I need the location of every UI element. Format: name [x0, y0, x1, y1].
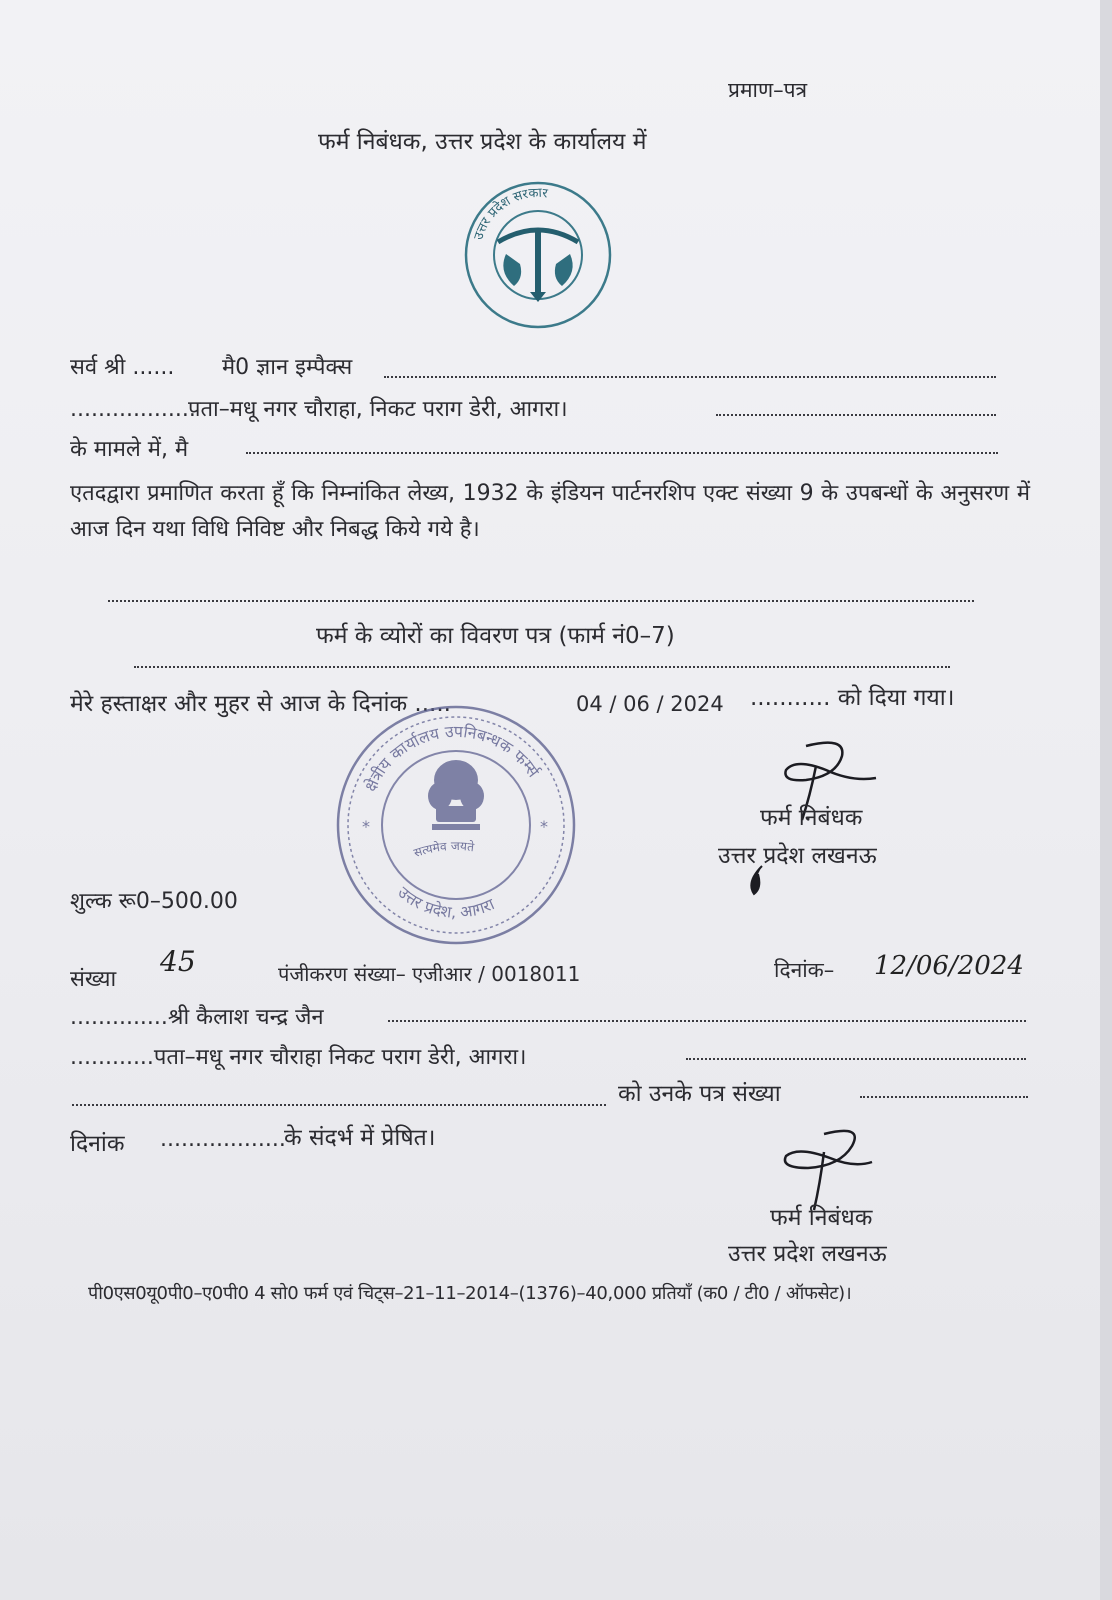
dotted-line: [860, 1096, 1028, 1098]
reference-date-dots: ..................: [160, 1127, 286, 1152]
emblem-text: उत्तर प्रदेश सरकार: [471, 185, 549, 242]
dotted-line: [134, 666, 950, 668]
dotted-line: [246, 452, 998, 454]
ashoka-emblem: [428, 760, 484, 830]
reference-text: को उनके पत्र संख्या: [618, 1081, 781, 1107]
address-prefix: ..................: [70, 397, 196, 422]
up-government-emblem: [458, 180, 618, 330]
office-seal-stamp: [328, 700, 584, 950]
document-type: प्रमाण–पत्र: [728, 78, 808, 102]
dotted-line: [72, 1104, 606, 1106]
number-label: संख्या: [70, 967, 117, 992]
stamp-motto: सत्यमेव जयते: [412, 838, 475, 860]
paper-edge: [1100, 0, 1112, 1600]
recipient-prefix: सर्व श्री ......: [70, 355, 175, 380]
signature-1-tail: [740, 864, 780, 900]
form-title: फर्म के व्योरों का विवरण पत्र (फार्म नं0–7): [316, 623, 675, 649]
firm-name: मै0 ज्ञान इम्पैक्स: [222, 355, 353, 380]
reference-date-label: दिनांक: [70, 1131, 125, 1157]
signatory-title-1: फर्म निबंधक: [760, 805, 863, 831]
print-footer: पी0एस0यू0पी0–ए0पी0 4 सो0 फर्म एवं चिट्स–21–11–2014–(1376)–40,000 प्रतियाँ (क0 / टी0 / ऑफसेट)।: [88, 1283, 852, 1304]
addressee-address: ............पता–मधू नगर चौराहा निकट पराग डेरी, आगरा।: [70, 1045, 527, 1070]
issue-date: 04 / 06 / 2024: [576, 692, 724, 716]
firm-address: पता–मधू नगर चौराहा, निकट पराग डेरी, आगरा।: [188, 397, 568, 422]
registrar-signature-2: [768, 1124, 888, 1214]
stamp-top-text: क्षेत्रीय कार्यालय उपनिबन्धक फर्म्स: [360, 721, 544, 795]
date-prefix: मेरे हस्ताक्षर और मुहर से आज के दिनांक .....: [70, 691, 451, 717]
dotted-line: [686, 1058, 1026, 1060]
dotted-line: [388, 1020, 1026, 1022]
dinank-label: दिनांक–: [774, 958, 835, 982]
office-header: फर्म निबंधक, उत्तर प्रदेश के कार्यालय में: [318, 129, 647, 155]
svg-text:*: *: [362, 817, 370, 836]
date-suffix: ........... को दिया गया।: [750, 685, 955, 711]
handwritten-number: 45: [160, 945, 196, 978]
certification-paragraph: एतदद्वारा प्रमाणित करता हूँ कि निम्नांकित लेख्य, 1932 के इंडियन पार्टनरशिप एक्ट संख्या 9 के उपबन्धों के अनुसरण में आज दिन यथा विधि निविष्ट और निबद्ध किये गये है।: [70, 481, 1030, 542]
svg-text:*: *: [540, 817, 548, 836]
dotted-line: [108, 600, 974, 602]
dotted-line: [384, 376, 996, 378]
registration-number: पंजीकरण संख्या– एजीआर / 0018011: [278, 962, 581, 986]
signatory-title-2: फर्म निबंधक: [770, 1205, 873, 1231]
matter-label: के मामले में, मै: [70, 437, 189, 462]
signatory-place-2: उत्तर प्रदेश लखनऊ: [728, 1241, 887, 1267]
handwritten-date: 12/06/2024: [874, 951, 1024, 981]
addressee-name: ..............श्री कैलाश चन्द्र जैन: [70, 1005, 324, 1030]
fee-amount: शुल्क रू0–500.00: [70, 889, 238, 914]
stamp-bottom-text: उत्तर प्रदेश, आगरा: [394, 882, 498, 922]
reference-suffix: के संदर्भ में प्रेषित।: [284, 1125, 436, 1151]
dotted-line: [716, 414, 996, 416]
signatory-place-1: उत्तर प्रदेश लखनऊ: [718, 843, 877, 869]
